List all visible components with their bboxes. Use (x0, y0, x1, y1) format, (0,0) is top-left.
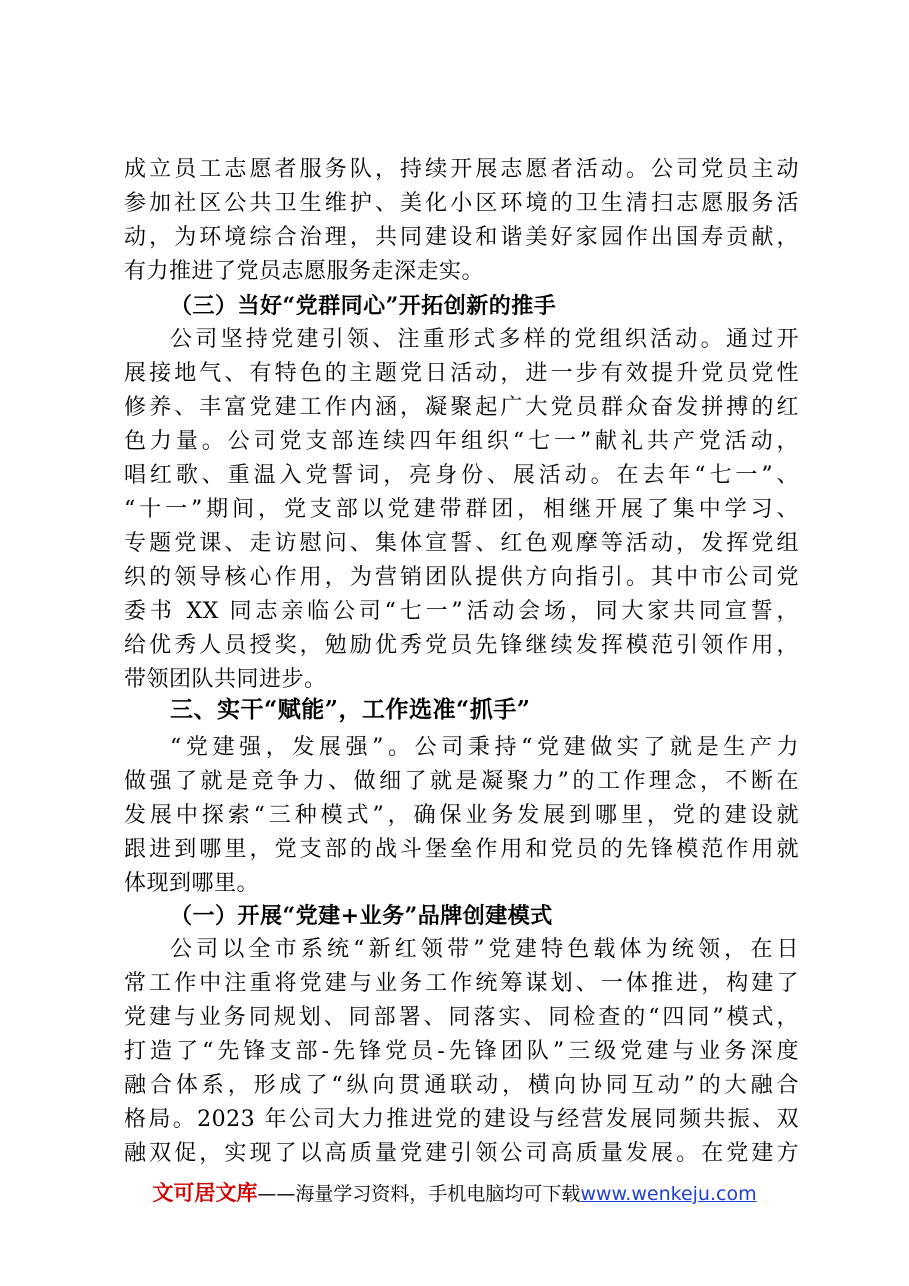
footer-link[interactable]: www.wenkeju.com (580, 1183, 757, 1205)
paragraph-line: 带领团队共同进步。 (124, 667, 327, 692)
paragraph-line: 格局。2023 年公司大力推进党的建设与经营发展同频共振、双 (124, 1107, 799, 1132)
paragraph-line: 公司坚持党建引领、注重形式多样的党组织活动。通过开 (170, 327, 799, 352)
paragraph-line: 展接地气、有特色的主题党日活动，进一步有效提升党员党性 (124, 361, 799, 386)
paragraph-line: 色力量。公司党支部连续四年组织“七一”献礼共产党活动， (124, 429, 799, 454)
paragraph-line: “十一”期间，党支部以党建带群团，相继开展了集中学习、 (124, 497, 799, 522)
paragraph-line: “党建强，发展强”。公司秉持“党建做实了就是生产力 (170, 735, 799, 760)
paragraph-line: 发展中探索“三种模式”，确保业务发展到哪里，党的建设就 (124, 803, 799, 828)
paragraph-line: 融双促，实现了以高质量党建引领公司高质量发展。在党建方 (124, 1141, 799, 1166)
footer-banner (0, 1178, 909, 1209)
paragraph-line: 修养、丰富党建工作内涵，凝聚起广大党员群众奋发拼搏的红 (124, 395, 799, 420)
paragraph-line: 唱红歌、重温入党誓词，亮身份、展活动。在去年“七一”、 (124, 463, 799, 488)
subheading-three: （三）当好“党群同心”开拓创新的推手 (170, 293, 557, 319)
paragraph-line: 做强了就是竞争力、做细了就是凝聚力”的工作理念，不断在 (124, 769, 799, 794)
paragraph-line: 党建与业务同规划、同部署、同落实、同检查的“四同”模式， (124, 1005, 799, 1030)
paragraph-line: 跟进到哪里，党支部的战斗堡垒作用和党员的先锋模范作用就 (124, 837, 799, 862)
paragraph-line: 融合体系，形成了“纵向贯通联动，横向协同互动”的大融合 (124, 1073, 799, 1098)
paragraph-line: 织的领导核心作用，为营销团队提供方向指引。其中市公司党 (124, 565, 799, 590)
subheading-one: （一）开展“党建+业务”品牌创建模式 (170, 903, 553, 929)
paragraph-line: 委书 XX 同志亲临公司“七一”活动会场，同大家共同宣誓， (124, 599, 799, 624)
paragraph-line: 公司以全市系统“新红领带”党建特色载体为统领，在日 (170, 937, 799, 962)
section-heading-three: 三、实干“赋能”，工作选准“抓手” (170, 696, 531, 723)
paragraph-line: 打造了“先锋支部-先锋党员-先锋团队”三级党建与业务深度 (124, 1039, 799, 1064)
paragraph-line: 专题党课、走访慰问、集体宣誓、红色观摩等活动，发挥党组 (124, 531, 799, 556)
paragraph-line: 有力推进了党员志愿服务走深走实。 (124, 259, 485, 284)
paragraph-line: 给优秀人员授奖，勉励优秀党员先锋继续发挥模范引领作用， (124, 633, 799, 658)
paragraph-line: 动，为环境综合治理，共同建设和谐美好家园作出国寿贡献， (124, 225, 799, 250)
footer-tagline: ——海量学习资料，手机电脑均可下载 (257, 1183, 581, 1205)
paragraph-line: 参加社区公共卫生维护、美化小区环境的卫生清扫志愿服务活 (124, 191, 799, 216)
paragraph-line: 常工作中注重将党建与业务工作统筹谋划、一体推进，构建了 (124, 971, 799, 996)
paragraph-line: 体现到哪里。 (124, 871, 260, 896)
footer-brand: 文可居文库 (152, 1181, 258, 1205)
paragraph-line: 成立员工志愿者服务队，持续开展志愿者活动。公司党员主动 (124, 157, 799, 182)
